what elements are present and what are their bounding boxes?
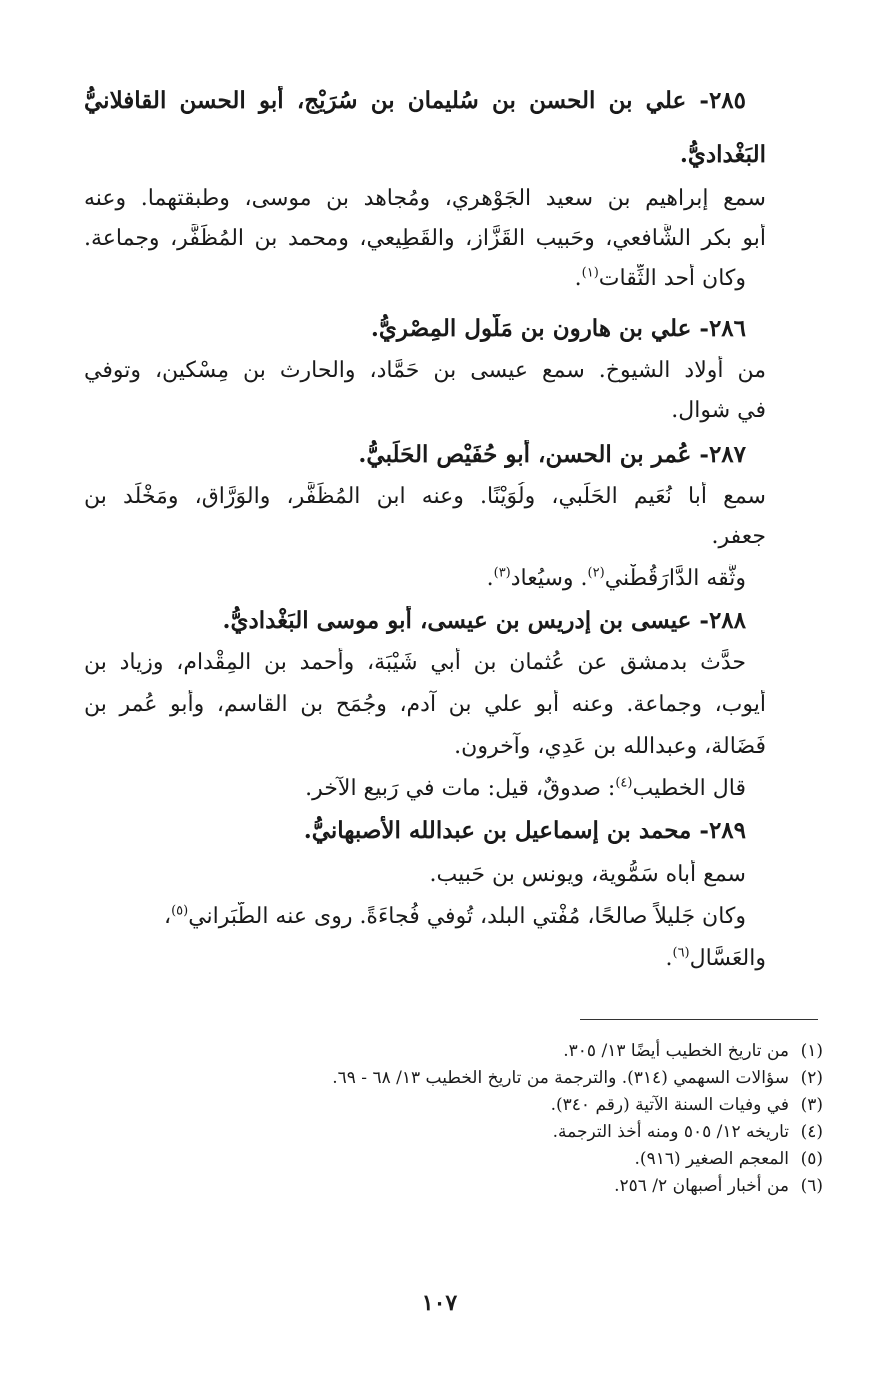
entry-285-heading-cont: البَغْداديُّ. bbox=[679, 141, 766, 168]
footnote-1 bbox=[563, 1040, 823, 1062]
entry-289-text-2-end: ، bbox=[163, 904, 172, 929]
footnote-5 bbox=[635, 1148, 823, 1170]
entry-288-text-4b: : صدوقٌ، قيل: مات في رَبيع الآخر. bbox=[305, 776, 616, 801]
footnote-separator bbox=[580, 1019, 818, 1020]
entry-289-heading: ٢٨٩- محمد بن إسماعيل بن عبدالله الأصبهانيُّ. bbox=[303, 817, 746, 844]
entry-289-text-2 bbox=[84, 902, 766, 932]
footnote-6-number: (٦) bbox=[800, 1176, 823, 1196]
entry-287-text-3a: وثَّقه الدَّارَقُطْني bbox=[604, 566, 746, 591]
entry-287-text-3 bbox=[84, 564, 766, 594]
entry-288-text-4 bbox=[84, 774, 766, 804]
entry-285-text-3-end: . bbox=[574, 266, 582, 291]
footnote-3 bbox=[551, 1094, 823, 1116]
entry-287-text-3b: . وسيُعاد bbox=[510, 566, 588, 591]
entry-288-text-4a: قال الخطيب bbox=[632, 776, 746, 801]
footnote-3-text: في وفيات السنة الآتية (رقم ٣٤٠). bbox=[550, 1095, 789, 1115]
footnote-2-number: (٢) bbox=[800, 1068, 823, 1088]
footnote-1-number: (١) bbox=[800, 1041, 823, 1061]
entry-285-heading: ٢٨٥- علي بن الحسن بن سُليمان بن سُرَيْج، أبو الحسن القافلانيُّ bbox=[84, 87, 746, 114]
entry-288-text-2: أيوب، وجماعة. وعنه أبو علي بن آدم، وجُمَح بن القاسم، وأبو عُمر بن bbox=[84, 692, 766, 717]
entry-285-text-2: أبو بكر الشَّافعي، وحَبيب القَزَّاز، والقَطِيعي، ومحمد بن المُظَفَّر، وجماعة. bbox=[84, 226, 766, 251]
entry-289-text-3a: والعَسَّال bbox=[689, 946, 766, 971]
entry-285-text-3 bbox=[84, 264, 766, 294]
footnote-ref-4: (٤) bbox=[615, 775, 633, 791]
entry-289-text-3 bbox=[84, 944, 766, 974]
entry-287-text-3-end: . bbox=[486, 566, 494, 591]
footnote-4-number: (٤) bbox=[800, 1122, 823, 1142]
footnote-1-text: من تاريخ الخطيب أيضًا ١٣/ ٣٠٥. bbox=[563, 1041, 789, 1061]
footnote-ref-1: (١) bbox=[581, 265, 599, 281]
footnote-6-text: من أخبار أصبهان ٢/ ٢٥٦. bbox=[614, 1176, 789, 1196]
footnote-4 bbox=[553, 1121, 823, 1143]
entry-289-text-1: سمع أباه سَمُّوية، ويونس بن حَبيب. bbox=[429, 862, 746, 887]
footnote-2-text: سؤالات السهمي (٣١٤). والترجمة من تاريخ الخطيب ١٣/ ٦٨ - ٦٩. bbox=[332, 1068, 789, 1088]
footnote-ref-6: (٦) bbox=[672, 945, 690, 961]
entry-288-text-3: فَضَالة، وعبدالله بن عَدِي، وآخرون. bbox=[454, 734, 766, 759]
entry-287-heading: ٢٨٧- عُمر بن الحسن، أبو حُفَيْص الحَلَبيُّ. bbox=[358, 441, 746, 468]
entry-285-text-3a: وكان أحد الثِّقات bbox=[598, 266, 746, 291]
entry-289-text-3-end: . bbox=[665, 946, 673, 971]
entry-289-text-2a: وكان جَليلاً صالحًا، مُفْتي البلد، تُوفي فُجاءَةً. روى عنه الطَّبَراني bbox=[188, 904, 746, 929]
footnote-5-number: (٥) bbox=[800, 1149, 823, 1169]
entry-286-text-2: في شوال. bbox=[671, 398, 766, 423]
entry-288-text-1: حدَّث بدمشق عن عُثمان بن أبي شَيْبَة، وأحمد بن المِقْدام، وزياد بن bbox=[84, 650, 746, 675]
entry-285-text-1: سمع إبراهيم بن سعيد الجَوْهري، ومُجاهد بن موسى، وطبقتهما. وعنه bbox=[84, 186, 766, 211]
footnote-ref-2: (٢) bbox=[587, 565, 605, 581]
entry-287-text-1: سمع أبا نُعَيم الحَلَبي، ولُوَيْنًا. وعنه ابن المُظَفَّر، والوَرَّاق، ومَخْلَد بن bbox=[84, 484, 766, 509]
page-number: ١٠٧ bbox=[421, 1290, 458, 1316]
footnote-4-text: تاريخه ١٢/ ٥٠٥ ومنه أخذ الترجمة. bbox=[552, 1122, 789, 1142]
footnote-ref-5: (٥) bbox=[171, 903, 189, 919]
footnote-5-text: المعجم الصغير (٩١٦). bbox=[634, 1149, 789, 1169]
entry-286-text-1: من أولاد الشيوخ. سمع عيسى بن حَمَّاد، والحارث بن مِسْكين، وتوفي bbox=[84, 358, 766, 383]
footnote-2 bbox=[332, 1067, 823, 1089]
footnote-3-number: (٣) bbox=[800, 1095, 823, 1115]
footnote-6 bbox=[614, 1175, 823, 1197]
entry-288-heading: ٢٨٨- عيسى بن إدريس بن عيسى، أبو موسى البَغْداديُّ. bbox=[222, 607, 746, 634]
footnote-ref-3: (٣) bbox=[493, 565, 511, 581]
entry-286-heading: ٢٨٦- علي بن هارون بن مَلُّول المِصْريُّ. bbox=[370, 315, 746, 342]
entry-287-text-2: جعفر. bbox=[711, 524, 766, 549]
